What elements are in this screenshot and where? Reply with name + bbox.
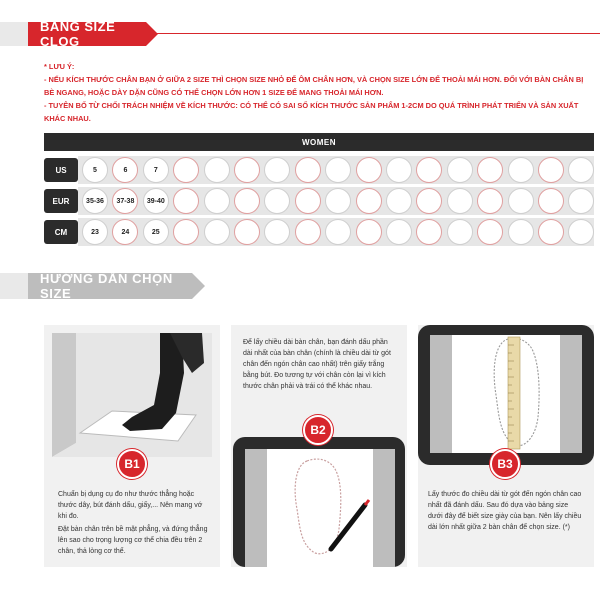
banner-arrow [146,22,158,46]
empty-size-cell [477,219,503,245]
empty-size-cell [173,157,199,183]
divider [146,33,600,34]
empty-size-cell [508,157,534,183]
size-cell: 39-40 [143,188,169,214]
step-b1-text: Chuẩn bị dụng cụ đo như thước thẳng hoặc thước dây, bút đánh dấu, giấy,... Nên mang vớ khi đo. Đặt bàn chân trên bề mặt phẳng, và đứng thẳng lên sao cho trọng lượng cơ thể chia đều trên 2 chân, thả lỏng cơ thể. [58,491,208,555]
paper-area [430,335,582,453]
empty-size-cell [325,219,351,245]
size-cell: 5 [82,157,108,183]
empty-size-cell [234,188,260,214]
guide-title: HƯỚNG DẪN CHỌN SIZE [28,273,192,299]
empty-size-cell [508,219,534,245]
step-badge: B1 [117,449,147,479]
notes-heading: * LƯU Ý: [44,62,75,71]
illustration-frame [418,325,594,465]
step-badge: B3 [490,449,520,479]
section-title: BẢNG SIZE CLOG [28,22,146,46]
step-b1-panel [44,325,220,567]
empty-size-cell [295,219,321,245]
empty-size-cell [386,219,412,245]
empty-size-cell [386,188,412,214]
paper-area [245,449,395,567]
empty-size-cell [173,188,199,214]
empty-size-cell [295,157,321,183]
empty-size-cell [356,219,382,245]
step-b2-panel [231,325,407,567]
table-header: WOMEN [44,133,594,151]
empty-size-cell [234,219,260,245]
row-label-cm: CM [44,220,78,244]
foot-outline-drawing [245,449,395,567]
size-cell: 24 [112,219,138,245]
empty-size-cell [325,188,351,214]
ruler-measure-drawing [430,335,582,453]
empty-size-cell [477,157,503,183]
empty-size-cell [538,188,564,214]
banner-tab-decoration [0,273,28,299]
empty-size-cell [325,157,351,183]
size-cell: 37-38 [112,188,138,214]
empty-size-cell [356,157,382,183]
empty-size-cell [295,188,321,214]
empty-size-cell [356,188,382,214]
illustration-frame [233,437,405,567]
empty-size-cell [386,157,412,183]
size-cell: 7 [143,157,169,183]
empty-size-cell [234,157,260,183]
size-notes [44,60,594,125]
size-cell: 25 [143,219,169,245]
banner-tab-decoration [0,22,28,46]
banner-arrow [192,273,205,299]
empty-size-cell [204,219,230,245]
empty-size-cell [204,188,230,214]
empty-size-cell [538,157,564,183]
empty-size-cell [173,219,199,245]
empty-size-cell [477,188,503,214]
empty-size-cell [204,157,230,183]
empty-size-cell [447,157,473,183]
size-table [44,133,594,245]
empty-size-cell [508,188,534,214]
size-cell: 23 [82,219,108,245]
empty-size-cell [447,188,473,214]
step-badge: B2 [303,415,333,445]
empty-size-cell [447,219,473,245]
row-label-eur: EUR [44,189,78,213]
measuring-foot-illustration [52,333,212,457]
notes-line-2: - TUYÊN BỐ TỪ CHỐI TRÁCH NHIỆM VỀ KÍCH THƯỚC: CÓ THỂ CÓ SAI SỐ KÍCH THƯỚC SẢN PHẨM 1-2CM DO QUÁ TRÌNH PHÁT TRIỂN VÀ SẢN XUẤT KHÁC NHAU. [44,101,579,123]
step-b3-text: Lấy thước đo chiều dài từ gót đến ngón chân cao nhất đã đánh dấu. Sau đó dựa vào bảng size dưới đây để biết size giày của bạn. Nên lấy chiều dài lớn nhất giữa 2 bàn chân để chọn size. (*) [428,491,582,531]
row-label-us: US [44,158,78,182]
step-b3-panel [418,325,594,567]
empty-size-cell [538,219,564,245]
step-b2-text: Để lấy chiều dài bàn chân, bạn đánh dấu phần dài nhất của bàn chân (chính là chiều dài từ gót chân đến ngón chân cao nhất) trên giấy trắng bằng bút. Đo tương tự với chân còn lại vì kích thước chân phải và trái có thể khác nhau. [243,339,391,390]
size-cell: 6 [112,157,138,183]
size-cell: 35-36 [82,188,108,214]
notes-line-1: - NẾU KÍCH THƯỚC CHÂN BẠN Ở GIỮA 2 SIZE THÌ CHỌN SIZE NHỎ ĐỂ ÔM CHÂN HƠN, VÀ CHỌN SIZE LỚN ĐỂ THOẢI MÁI HƠN. ĐỐI VỚI BÀN CHÂN BỊ BÈ NGANG, HOẶC DÀY DẶN CŨNG CÓ THỂ CHỌN LỚN HƠN 1 SIZE ĐỂ MANG THOẢI MÁI HƠN. [44,75,584,97]
